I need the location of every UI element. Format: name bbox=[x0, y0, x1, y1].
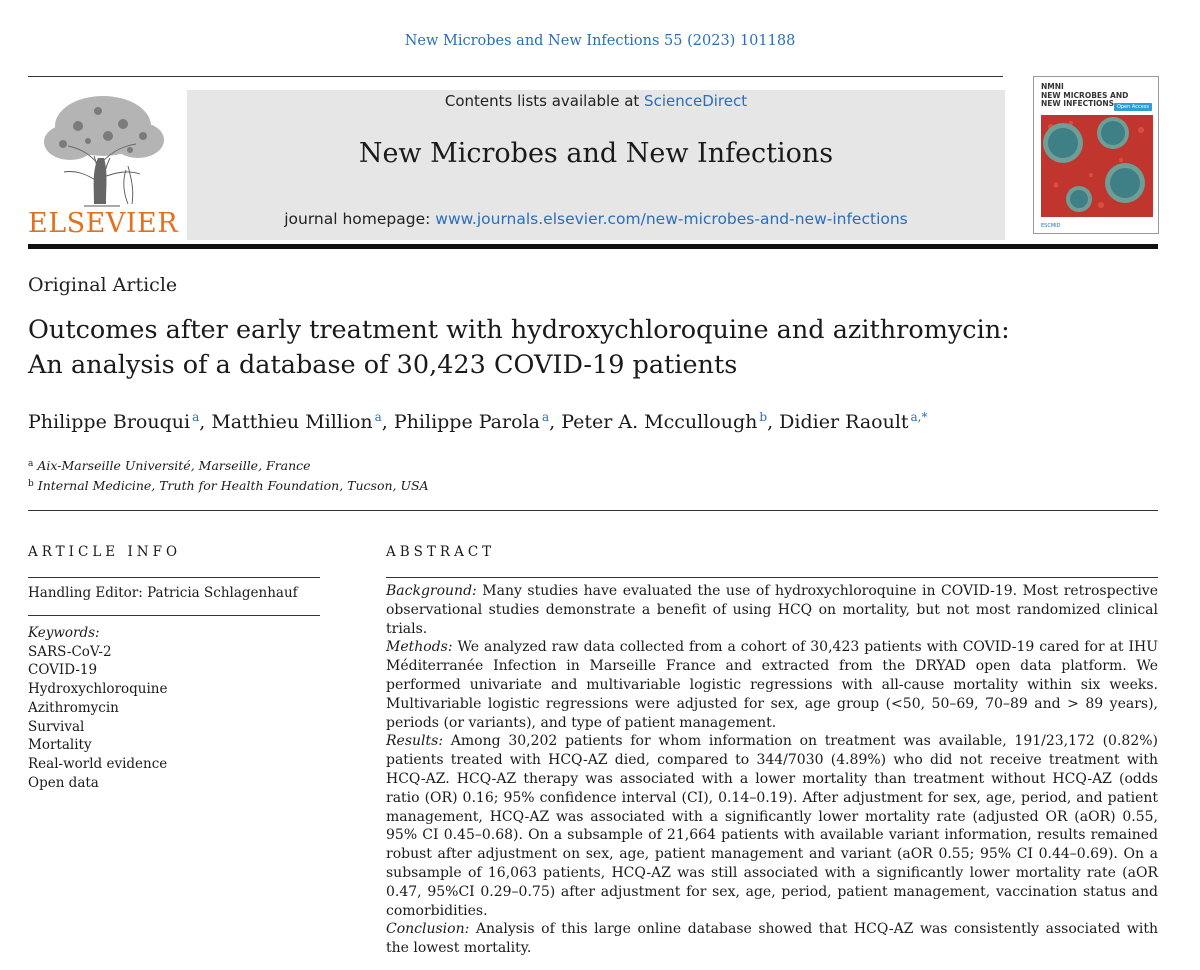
abstract-divider bbox=[386, 577, 1158, 578]
keyword-item: Real-world evidence bbox=[28, 755, 168, 772]
author-name[interactable]: Didier Raoult bbox=[779, 411, 909, 433]
abstract-results: Results: Among 30,202 patients for whom information on treatment was available, 191/23,172 (0.82%) patients treated with HCQ-AZ died, compared to 344/7030 (4.89%) who did not receive treatment with HCQ-AZ. HCQ-AZ therapy was associated with a lower mortality than treatment without HCQ-AZ (odds ratio (OR) 0.16; 95% confidence interval (CI), 0.14–0.19). After adjustment for sex, age, period, and patient management, HCQ-AZ was associated with a significantly lower mortality rate (adjusted OR (aOR) 0.55, 95% CI 0.45–0.68). On a subsample of 21,664 patients with available variant information, results remained robust after adjustment on sex, age, patient management and variant (aOR 0.55; 95% CI 0.44–0.69). On a subsample of 16,063 patients, HCQ-AZ was still associated with a significantly lower mortality rate (aOR 0.47, 95%CI 0.29–0.75) after adjustment for sex, age, period, patient management, vaccination status and comorbidities. bbox=[386, 733, 1158, 919]
header-divider bbox=[28, 76, 1003, 77]
abstract-heading: ABSTRACT bbox=[386, 544, 496, 560]
journal-name: New Microbes and New Infections bbox=[358, 138, 834, 169]
keyword-item: SARS-CoV-2 bbox=[28, 643, 112, 660]
abstract-methods: Methods: We analyzed raw data collected from a cohort of 30,423 patients with COVID-19 cared for at IHU Méditerranée Infection in Marseille France and extracted from the DRYAD open data platform. We performed univariate and multivariable logistic regressions with all-cause mortality within six weeks. Multivariable logistic regressions were adjusted for sex, age group (<50, 50–69, 70–89 and > 89 years), periods (or variants), and type of patient management. bbox=[386, 639, 1158, 731]
handling-editor: Handling Editor: Patricia Schlagenhauf bbox=[28, 585, 298, 601]
affiliation-list bbox=[28, 455, 429, 495]
header-thick-divider bbox=[28, 244, 1158, 249]
section-divider bbox=[28, 510, 1158, 511]
journal-cover[interactable] bbox=[1033, 76, 1159, 234]
sciencedirect-link[interactable]: ScienceDirect bbox=[644, 92, 748, 110]
journal-citation[interactable]: New Microbes and New Infections 55 (2023) 101188 bbox=[404, 33, 796, 49]
author-affiliation-marker[interactable]: a,* bbox=[910, 410, 928, 424]
author-name[interactable]: Philippe Parola bbox=[393, 411, 540, 433]
keywords-list bbox=[28, 624, 167, 792]
article-info-divider bbox=[28, 577, 320, 578]
author-affiliation-marker[interactable]: b bbox=[759, 410, 768, 424]
journal-banner bbox=[187, 90, 1005, 240]
author-name[interactable]: Philippe Brouqui bbox=[28, 411, 191, 433]
cover-open-access-badge: Open Access bbox=[1114, 103, 1152, 111]
keyword-item: Azithromycin bbox=[28, 699, 119, 716]
abstract-background: Background: Many studies have evaluated the use of hydroxychloroquine in COVID-19. Most retrospective observational studies demonstrate a benefit of using HCQ on mortality, but not most randomized clinical trials. bbox=[386, 583, 1158, 637]
keyword-item: Survival bbox=[28, 718, 85, 735]
author-affiliation-marker[interactable]: a bbox=[541, 410, 550, 424]
cover-title: NMNI NEW MICROBES AND NEW INFECTIONS bbox=[1041, 82, 1129, 108]
keyword-item: Open data bbox=[28, 774, 99, 791]
article-type: Original Article bbox=[28, 274, 178, 296]
keyword-item: Hydroxychloroquine bbox=[28, 681, 168, 698]
journal-homepage-link[interactable]: www.journals.elsevier.com/new-microbes-and-new-infections bbox=[435, 210, 908, 228]
keyword-item: Mortality bbox=[28, 737, 92, 754]
author-affiliation-marker[interactable]: a bbox=[374, 410, 382, 424]
article-info-divider bbox=[28, 615, 320, 616]
keywords-label: Keywords: bbox=[28, 625, 100, 641]
affiliation-item: $^a$ Aix-Marseille Université, Marseille, France bbox=[28, 458, 311, 473]
author-list: Philippe Brouqui $^a$, Matthieu Million $^a$, Philippe Parola $^a$, Peter A. Mccullough $^b$, Didier Raoult $^{a,*}$ bbox=[28, 410, 928, 433]
cover-microbe-image bbox=[1041, 115, 1153, 217]
author-affiliation-marker[interactable]: a bbox=[192, 410, 200, 424]
keyword-item: COVID-19 bbox=[28, 662, 98, 679]
article-info-heading: ARTICLE INFO bbox=[28, 544, 182, 560]
cover-footer: ESCMID bbox=[1041, 223, 1061, 229]
author-name[interactable]: Peter A. Mccullough bbox=[561, 411, 758, 433]
homepage-line: journal homepage: www.journals.elsevier.com/new-microbes-and-new-infections bbox=[284, 210, 908, 228]
contents-line: Contents lists available at ScienceDirect bbox=[444, 92, 748, 110]
author-name[interactable]: Matthieu Million bbox=[211, 411, 373, 433]
abstract-conclusion: Conclusion: Analysis of this large online database showed that HCQ-AZ was consistently associated with the lowest mortality. bbox=[386, 921, 1158, 957]
affiliation-item: $^b$ Internal Medicine, Truth for Health Foundation, Tucson, USA bbox=[28, 478, 429, 493]
article-title: Outcomes after early treatment with hydroxychloroquine and azithromycin: An analysis of a database of 30,423 COVID-19 patients bbox=[28, 315, 1010, 380]
publisher-name[interactable]: ELSEVIER bbox=[28, 208, 179, 239]
abstract-body bbox=[386, 582, 1158, 958]
